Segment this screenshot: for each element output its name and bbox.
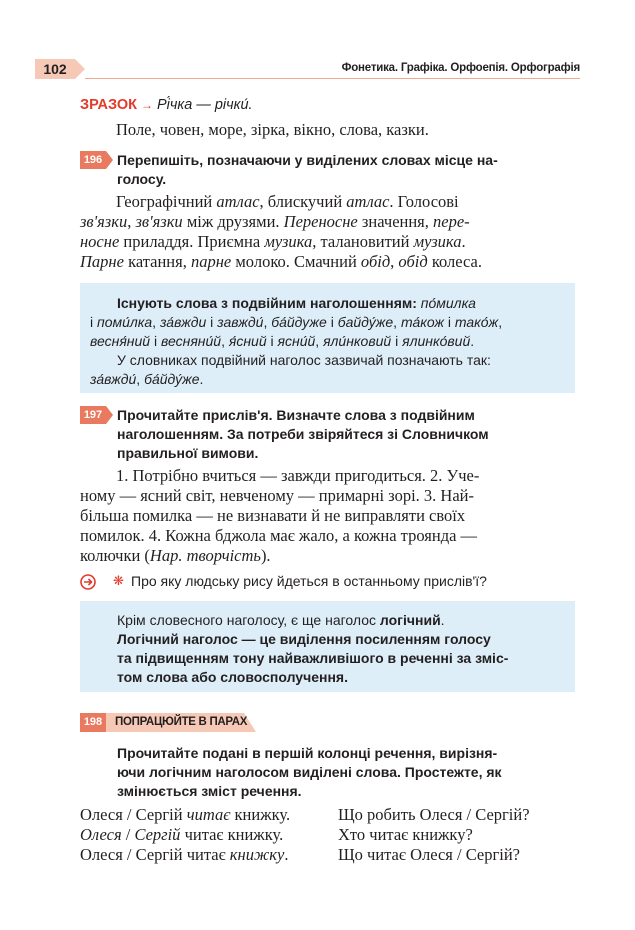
exercise-197-line: більша помилка — не визнавати й не виправляти своїх xyxy=(80,506,466,525)
rule-2-line: том слова або словосполучення. xyxy=(117,669,348,685)
rule-2-line: та підвищенням тону найважливішого в реченні за зміс- xyxy=(117,650,509,666)
exercise-198-question: Хто читає книжку? xyxy=(338,825,473,844)
exercise-196-instruction-2: голосу. xyxy=(117,171,167,187)
exercise-198-sentence: Олеся / Сергій читає книжку. xyxy=(80,825,284,844)
question-marker-icon: ❋ xyxy=(113,573,124,588)
sample-text: Рі́чка — річки́. xyxy=(156,97,253,113)
exercise-197-question: Про яку людську рису йдеться в останньому прислів'ї? xyxy=(131,573,487,589)
exercise-197-line: ному — ясний світ, невченому — примарні зорі. 3. Най- xyxy=(80,486,474,505)
exercise-198-instruction: ючи логічним наголосом виділені слова. Простежте, як xyxy=(117,764,502,780)
exercise-198-sentence: Олеся / Сергій читає книжку. xyxy=(80,845,289,864)
exercise-196-line: зв'язки, зв'язки між друзями. Переносне значення, пере- xyxy=(80,212,470,231)
rule-1-line: Існують слова з подвійним наголошенням: по́милка xyxy=(117,295,476,311)
running-title: Фонетика. Графіка. Орфоепія. Орфографія xyxy=(341,62,580,74)
rule-1-line: і поми́лка, за́вжди і завжди́, ба́йдуже і байду́же, та́кож і тако́ж, xyxy=(90,314,503,330)
arrow-icon: → xyxy=(140,98,153,112)
rule-1-line: весня́ний і весняни́й, я́сний і ясни́й, яли́нковий і ялинко́вий. xyxy=(90,333,475,349)
exercise-198-number: 198 xyxy=(83,716,103,728)
exercise-196-line: Парне катання, парне молоко. Смачний обід, обід колеса. xyxy=(80,252,482,271)
rule-1-line: У словниках подвійний наголос зазвичай позначають так: xyxy=(117,352,491,368)
page-number-tab xyxy=(75,59,85,79)
sample-line xyxy=(80,96,253,114)
exercise-197-tab xyxy=(106,406,113,424)
rule-1-line: за́вжди́, ба́йду́же. xyxy=(90,371,204,387)
exercise-198-instruction: Прочитайте подані в першій колонці речення, вирізня- xyxy=(117,745,498,761)
exercise-197-line: колючки (Нар. творчість). xyxy=(80,546,271,565)
sample-label: ЗРАЗОК xyxy=(80,97,137,113)
rule-2-line: Логічний наголос — це виділення посиленням голосу xyxy=(117,631,491,647)
exercise-196-line: носне приладдя. Приємна музика, талановитий музика. xyxy=(80,232,466,251)
header-rule xyxy=(85,78,580,79)
exercise-197-instruction: наголошенням. За потреби звіряйтеся зі Словничком xyxy=(117,426,489,442)
exercise-198-sentence: Олеся / Сергій читає книжку. xyxy=(80,805,291,824)
exercise-196-tab xyxy=(106,151,113,169)
sample-words: Поле, човен, море, зірка, вікно, слова, казки. xyxy=(116,120,429,139)
exercise-198-title: ПОПРАЦЮЙТЕ В ПАРАХ xyxy=(115,716,248,728)
rule-2-line: Крім словесного наголосу, є ще наголос логічний. xyxy=(117,612,445,628)
exercise-197-line: помилок. 4. Кожна бджола має жало, а кожна троянда — xyxy=(80,526,478,545)
exercise-197-instruction: Прочитайте прислів'я. Визначте слова з подвійним xyxy=(117,407,475,423)
exercise-198-instruction: змінюється зміст речення. xyxy=(117,783,302,799)
exercise-196-number: 196 xyxy=(80,151,106,169)
exercise-196-line: Географічний атлас, блискучий атлас. Голосові xyxy=(116,192,459,211)
exercise-197-instruction: правильної вимови. xyxy=(117,445,259,461)
exercise-197-number: 197 xyxy=(80,406,106,424)
exercise-196-instruction-1: Перепишіть, позначаючи у виділених словах місце на- xyxy=(117,152,498,168)
exercise-198-header xyxy=(80,713,252,732)
exercise-198-question: Що робить Олеся / Сергій? xyxy=(338,805,530,824)
arrow-circle-icon xyxy=(80,574,96,590)
exercise-197-line: 1. Потрібно вчиться — завжди пригодиться. 2. Уче- xyxy=(116,466,480,485)
page-number: 102 xyxy=(35,59,75,79)
exercise-198-question: Що читає Олеся / Сергій? xyxy=(338,845,521,864)
